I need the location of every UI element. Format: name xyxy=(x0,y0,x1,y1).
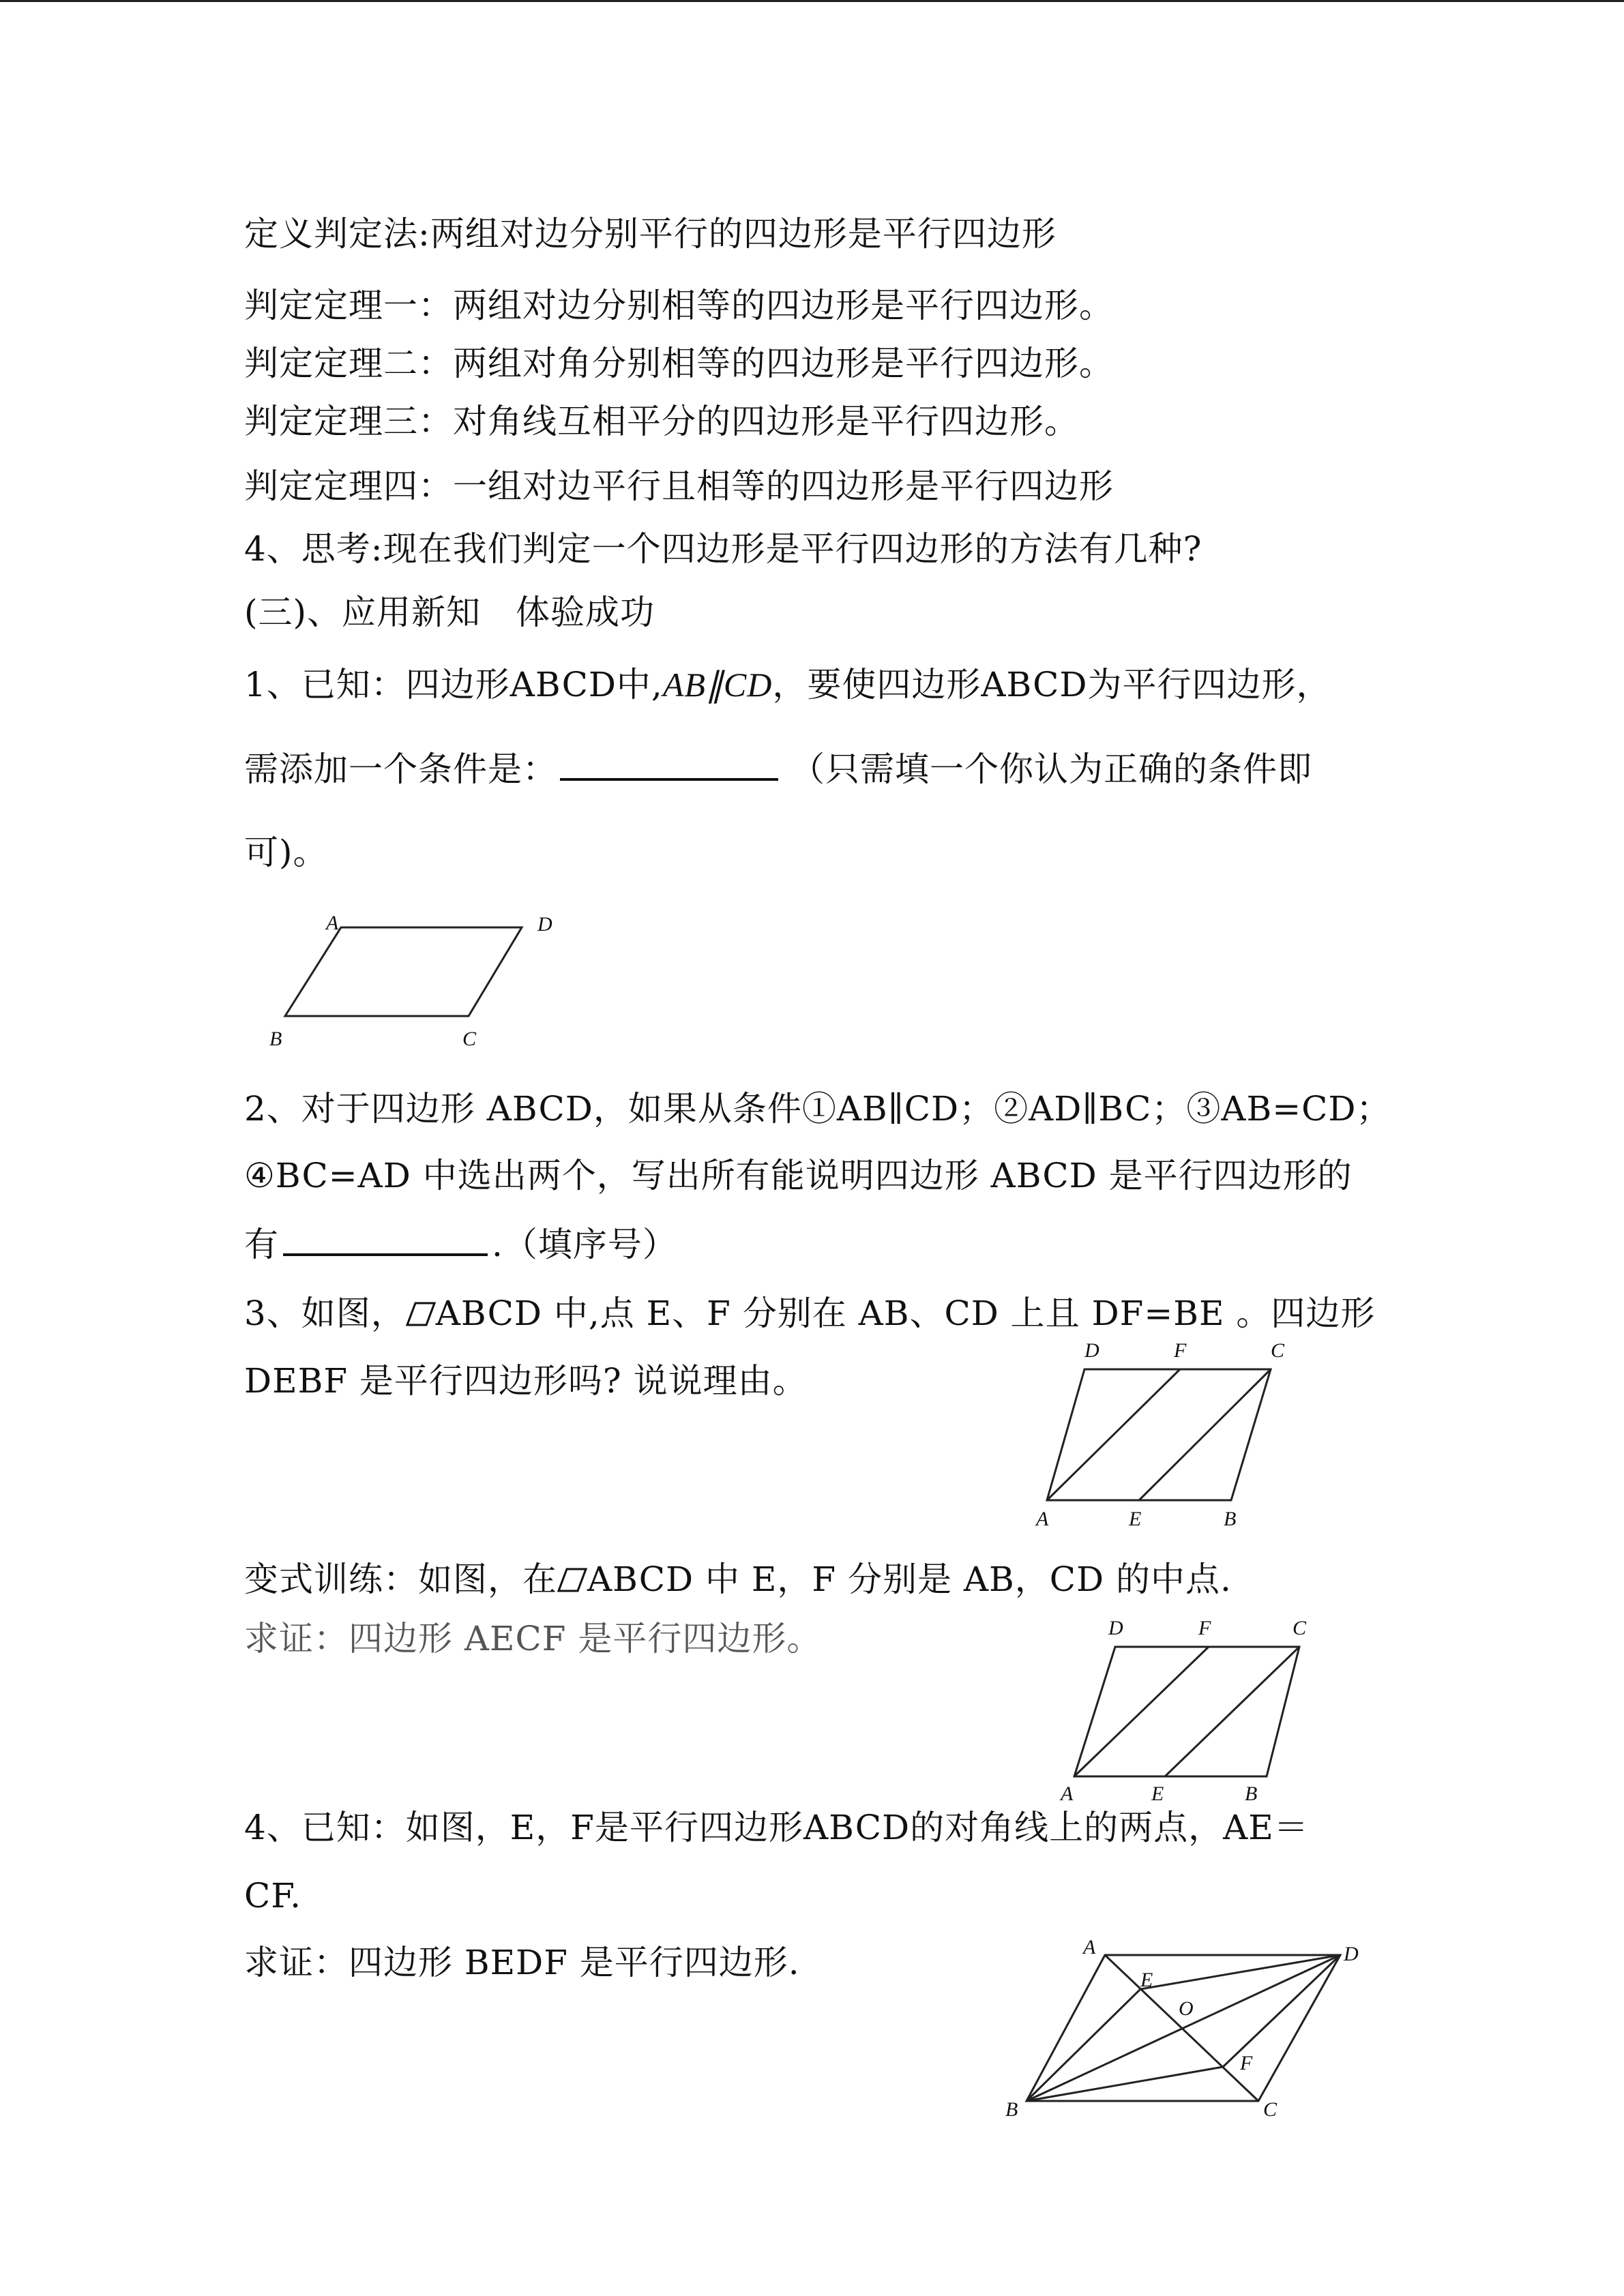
fig2-label-f: F xyxy=(1174,1339,1187,1362)
q3-line1-pre: 3、如图， xyxy=(244,1294,406,1333)
q3-line1-post: ABCD 中,点 E、F 分别在 AB、CD 上且 DF=BE 。四边形 xyxy=(435,1294,1376,1333)
q2-line2: ④BC=AD 中选出两个，写出所有能说明四边形 ABCD 是平行四边形的 xyxy=(244,1156,1353,1195)
q1-condition: AB∥CD xyxy=(662,666,773,704)
q1-line1 xyxy=(244,664,1331,705)
fig2-label-e: E xyxy=(1129,1508,1142,1530)
q2-line1: 2、对于四边形 ABCD，如果从条件①AB∥CD；②AD∥BC；③AB=CD； xyxy=(244,1089,1391,1129)
fig3-label-f: F xyxy=(1198,1617,1211,1639)
q1-line2-pre: 需添加一个条件是： xyxy=(244,749,557,789)
q3-line2: DEBF 是平行四边形吗? 说说理由。 xyxy=(244,1361,808,1401)
q1-line3: 可)。 xyxy=(244,833,328,872)
q1-prefix: 1、已知：四边形ABCD中, xyxy=(244,665,663,704)
fig3-label-d: D xyxy=(1108,1617,1123,1639)
theorem-1: 判定定理一：两组对边分别相等的四边形是平行四边形。 xyxy=(244,286,1114,325)
fig4-label-d: D xyxy=(1344,1943,1359,1965)
q3-line1 xyxy=(244,1293,1375,1334)
q1-suffix: ，要使四边形ABCD为平行四边形， xyxy=(772,665,1331,704)
figure-4-parallelogram xyxy=(996,1933,1378,2124)
page-top-border xyxy=(0,0,1624,2)
theorem-2: 判定定理二：两组对角分别相等的四边形是平行四边形。 xyxy=(244,344,1114,383)
fig4-label-o: O xyxy=(1179,1997,1194,2020)
parallelogram-symbol-icon xyxy=(557,1566,587,1594)
q1-line2-post: （只需填一个你认为正确的条件即 xyxy=(791,749,1312,789)
fig3-label-a: A xyxy=(1061,1783,1074,1805)
fig3-label-b: B xyxy=(1245,1783,1258,1805)
fig4-label-c: C xyxy=(1263,2098,1278,2121)
fig3-parallelogram-shape xyxy=(1074,1647,1299,1776)
figure-2-parallelogram xyxy=(1027,1337,1313,1531)
fig4-label-a: A xyxy=(1083,1936,1096,1958)
variant-line1-pre: 变式训练：如图，在 xyxy=(244,1560,557,1599)
q2-line3-post: .（填序号） xyxy=(492,1225,677,1264)
fig1-label-b: B xyxy=(269,1028,282,1050)
theorem-4: 判定定理四：一组对边平行且相等的四边形是平行四边形 xyxy=(244,466,1114,506)
q4-line1: 4、已知：如图，E，F是平行四边形ABCD的对角线上的两点，AE＝ xyxy=(244,1808,1309,1847)
fig1-parallelogram-shape xyxy=(285,927,522,1016)
fig4-label-f: F xyxy=(1240,2052,1253,2074)
q1-line2 xyxy=(244,747,1312,790)
variant-line1 xyxy=(244,1559,1232,1600)
fig2-label-a: A xyxy=(1036,1508,1049,1530)
q2-line3 xyxy=(244,1222,677,1265)
fig3-label-c: C xyxy=(1293,1617,1307,1639)
fig1-label-a: A xyxy=(326,912,339,934)
theorem-3: 判定定理三：对角线互相平分的四边形是平行四边形。 xyxy=(244,402,1079,441)
q1-answer-blank[interactable] xyxy=(560,747,778,781)
fig3-segment-ec xyxy=(1165,1647,1299,1776)
fig1-label-c: C xyxy=(462,1028,477,1050)
think-question: 4、思考:现在我们判定一个四边形是平行四边形的方法有几种? xyxy=(244,529,1202,569)
q2-line3-pre: 有 xyxy=(244,1225,279,1264)
q2-answer-blank[interactable] xyxy=(283,1222,488,1256)
fig2-label-d: D xyxy=(1084,1339,1099,1362)
fig4-label-b: B xyxy=(1005,2098,1018,2121)
fig2-label-b: B xyxy=(1224,1508,1237,1530)
parallelogram-symbol-icon xyxy=(406,1300,436,1328)
section-title: (三)、应用新知 体验成功 xyxy=(244,593,655,632)
fig1-label-d: D xyxy=(537,913,552,936)
fig3-label-e: E xyxy=(1151,1783,1164,1805)
fig4-label-e: E xyxy=(1140,1969,1153,1991)
q4-line3: 求证：四边形 BEDF 是平行四边形. xyxy=(244,1943,800,1982)
definition-method: 定义判定法:两组对边分别平行的四边形是平行四边形 xyxy=(244,214,1057,254)
q4-line2: CF. xyxy=(244,1876,302,1915)
variant-line1-post: ABCD 中 E，F 分别是 AB，CD 的中点. xyxy=(587,1560,1232,1599)
fig4-diagonal-bd xyxy=(1027,1955,1340,2101)
figure-1-parallelogram xyxy=(266,910,573,1054)
variant-line2: 求证：四边形 AECF 是平行四边形。 xyxy=(244,1619,822,1658)
figure-3-parallelogram xyxy=(1050,1617,1323,1810)
fig2-label-c: C xyxy=(1271,1339,1285,1362)
